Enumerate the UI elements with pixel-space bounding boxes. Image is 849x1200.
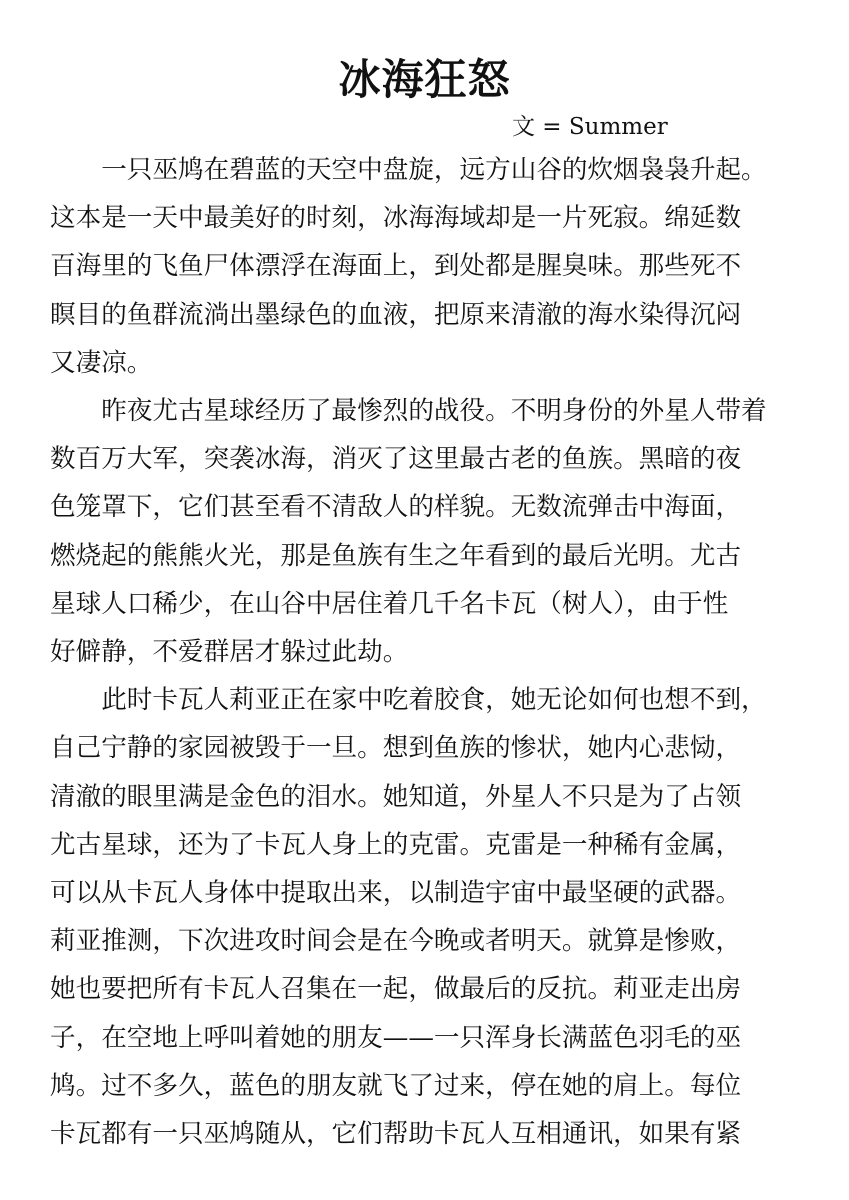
text-line: 莉亚推测，下次进攻时间会是在今晚或者明天。就算是惨败， <box>50 926 742 957</box>
text-line: 一只巫鸠在碧蓝的天空中盘旋，远方山谷的炊烟袅袅升起。 <box>50 155 767 185</box>
text-line: 可以从卡瓦人身体中提取出来，以制造宇宙中最坚硬的武器。 <box>50 878 742 909</box>
document-title: 冰海狂怒 <box>338 55 511 104</box>
text-line: 鸠。过不多久，蓝色的朋友就飞了过来，停在她的肩上。每位 <box>50 1070 742 1101</box>
text-line: 子，在空地上呼叫着她的朋友——一只浑身长满蓝色羽毛的巫 <box>50 1022 742 1053</box>
text-line: 色笼罩下，它们甚至看不清敌人的样貌。无数流弹击中海面， <box>50 492 742 523</box>
text-line: 自己宁静的家园被毁于一旦。想到鱼族的惨状，她内心悲恸， <box>50 733 742 764</box>
text-line: 这本是一天中最美好的时刻，冰海海域却是一片死寂。绵延数 <box>50 203 742 234</box>
text-line: 清澈的眼里满是金色的泪水。她知道，外星人不只是为了占领 <box>50 781 742 812</box>
text-line: 尤古星球，还为了卡瓦人身上的克雷。克雷是一种稀有金属， <box>50 829 742 860</box>
paragraph <box>50 387 810 676</box>
document-body <box>50 146 810 1158</box>
text-line: 卡瓦都有一只巫鸠随从，它们帮助卡瓦人互相通讯，如果有紧 <box>50 1119 742 1150</box>
author-byline: 文 = Summer <box>512 114 668 140</box>
text-line: 好僻静，不爱群居才躲过此劫。 <box>50 637 409 668</box>
paragraph <box>50 146 810 387</box>
text-line: 昨夜尤古星球经历了最惨烈的战役。不明身份的外星人带着 <box>50 396 767 427</box>
text-line: 瞑目的鱼群流淌出墨绿色的血液，把原来清澈的海水染得沉闷 <box>50 299 742 330</box>
text-line: 数百万大军，突袭冰海，消灭了这里最古老的鱼族。黑暗的夜 <box>50 444 742 475</box>
text-line: 又凄凉。 <box>50 347 153 378</box>
text-line: 燃烧起的熊熊火光，那是鱼族有生之年看到的最后光明。尤古 <box>50 540 742 571</box>
text-line: 此时卡瓦人莉亚正在家中吃着胶食，她无论如何也想不到， <box>50 685 767 716</box>
paragraph <box>50 676 810 1158</box>
text-line: 她也要把所有卡瓦人召集在一起，做最后的反抗。莉亚走出房 <box>50 974 742 1005</box>
text-line: 百海里的飞鱼尸体漂浮在海面上，到处都是腥臭味。那些死不 <box>50 251 742 282</box>
text-line: 星球人口稀少，在山谷中居住着几千名卡瓦（树人），由于性 <box>50 588 729 619</box>
